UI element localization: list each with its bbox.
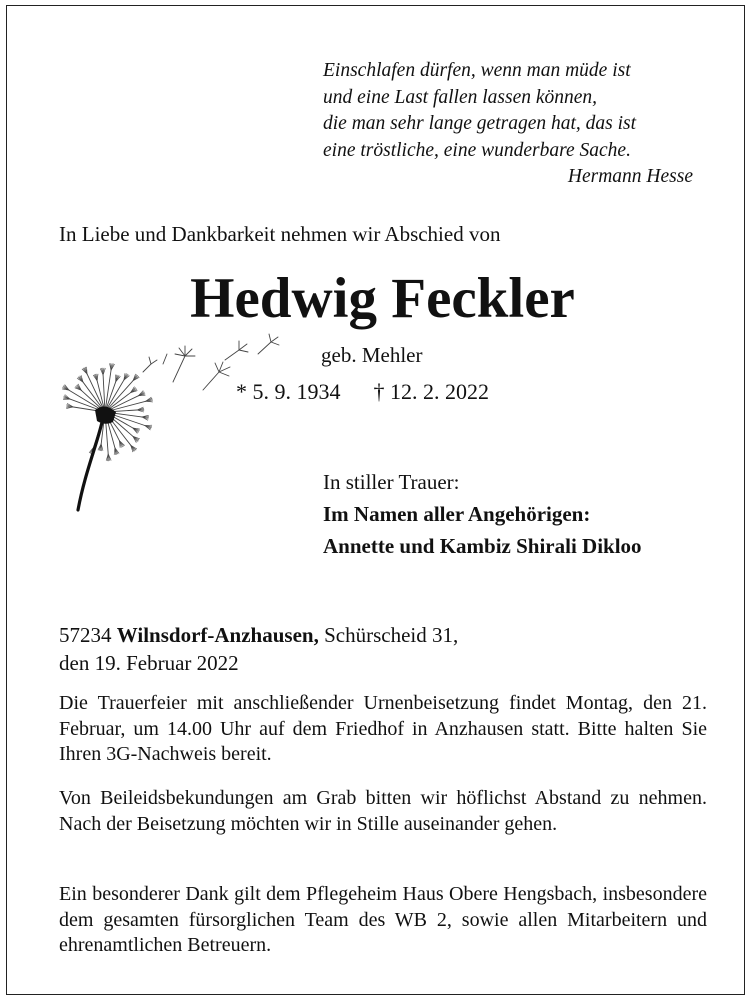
thanks-paragraph: Ein besonderer Dank gilt dem Pflegeheim Haus Obere Hengsbach, insbesondere dem gesamten fürsorglichen Team des WB 2, sowie allen Mitarbeitern und ehrenamtlichen Betreuern. bbox=[59, 883, 707, 956]
notice-date: den 19. Februar 2022 bbox=[59, 651, 239, 675]
funeral-info-paragraph: Die Trauerfeier mit anschließender Urnenbeisetzung findet Montag, den 21. Februar, um 14.00 Uhr auf dem Friedhof in Anzhausen statt. Bitte halten Sie Ihren 3G-Nachweis bereit. bbox=[59, 692, 707, 765]
obituary-notice bbox=[6, 5, 745, 995]
quote-line: eine tröstliche, eine wunderbare Sache. bbox=[323, 139, 631, 161]
dandelion-icon bbox=[53, 332, 299, 522]
zip-code: 57234 bbox=[59, 623, 112, 647]
death-date: † 12. 2. 2022 bbox=[373, 379, 489, 404]
quote-line: und eine Last fallen lassen können, bbox=[323, 86, 598, 108]
mourners-label: In stiller Trauer: bbox=[323, 470, 460, 494]
quote-line: Einschlafen dürfen, wenn man müde ist bbox=[323, 60, 631, 81]
mourners-line-1: Im Namen aller Angehörigen: bbox=[323, 502, 591, 526]
city: Wilnsdorf-Anzhausen, bbox=[116, 623, 319, 647]
hesse-quote bbox=[323, 58, 715, 191]
deceased-name: Hedwig Feckler bbox=[190, 267, 575, 330]
condolence-paragraph: Von Beileidsbekundungen am Grab bitten wir höflichst Abstand zu nehmen. Nach der Beisetzung möchten wir in Stille auseinander gehen. bbox=[59, 787, 707, 835]
quote-author: Hermann Hesse bbox=[567, 166, 693, 188]
birth-name: geb. Mehler bbox=[321, 343, 423, 367]
birth-date: * 5. 9. 1934 bbox=[236, 379, 341, 404]
quote-line: die man sehr lange getragen hat, das ist bbox=[323, 113, 637, 135]
address-line bbox=[59, 621, 458, 649]
street: Schürscheid 31, bbox=[324, 623, 459, 647]
mourners-block bbox=[323, 466, 642, 562]
intro-text: In Liebe und Dankbarkeit nehmen wir Abschied von bbox=[59, 222, 501, 246]
mourners-line-2: Annette und Kambiz Shirali Dikloo bbox=[323, 534, 642, 558]
place-and-date bbox=[59, 621, 458, 677]
